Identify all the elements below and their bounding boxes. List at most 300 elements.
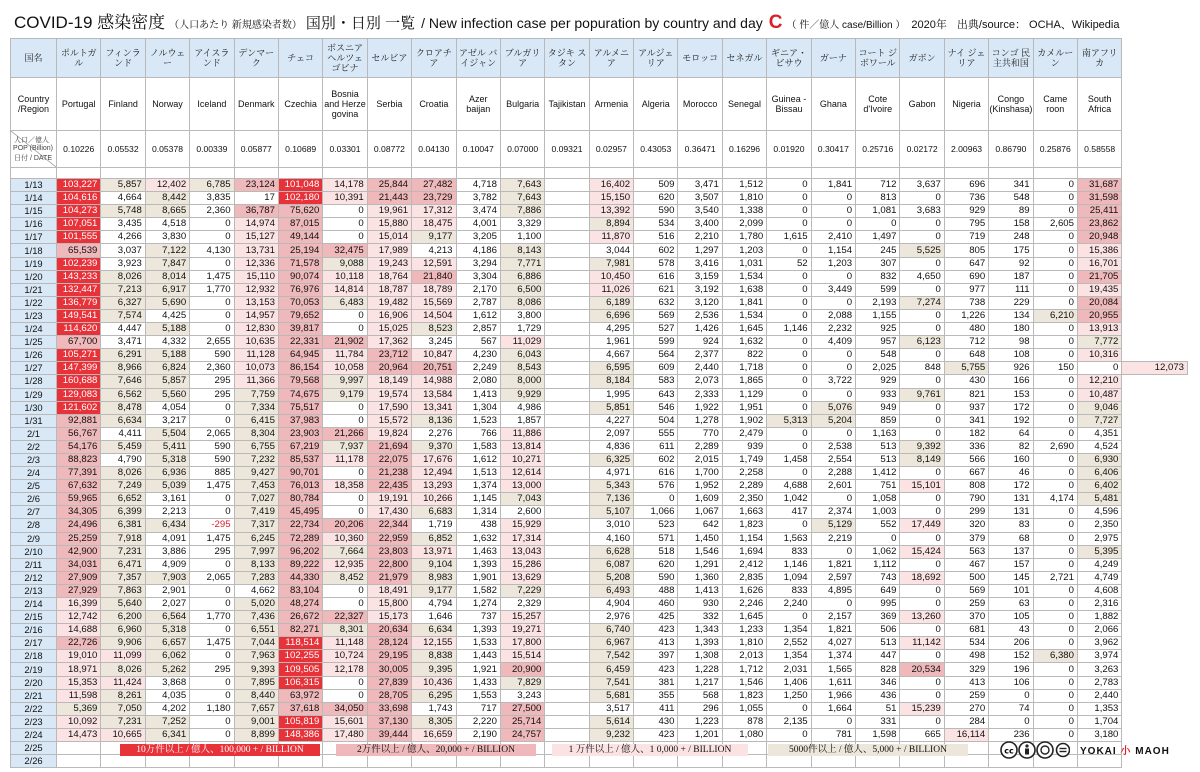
value-cell: 0 [190, 676, 234, 689]
value-cell: 86,154 [278, 362, 322, 375]
table-row [11, 401, 1188, 414]
value-cell: 0 [323, 689, 367, 702]
country-name-en: Serbia [367, 78, 411, 131]
value-cell: 929 [944, 205, 988, 218]
value-cell: 6,325 [589, 453, 633, 466]
value-cell: 7,334 [234, 401, 278, 414]
value-cell: 8,440 [234, 689, 278, 702]
value-cell: 3,722 [811, 375, 855, 388]
value-cell [545, 323, 589, 336]
value-cell: 616 [634, 467, 678, 480]
value-cell: 17,430 [367, 506, 411, 519]
country-name-en: Portugal [57, 78, 101, 131]
row-date: 2/16 [11, 624, 57, 637]
value-cell: 1,203 [811, 257, 855, 270]
value-cell: 564 [634, 349, 678, 362]
value-cell: 74 [989, 702, 1033, 715]
value-cell: 0 [1033, 270, 1077, 283]
value-cell: 2,597 [811, 571, 855, 584]
value-cell: 3,245 [412, 336, 456, 349]
value-cell: 8,983 [412, 571, 456, 584]
value-cell: 104,616 [57, 192, 101, 205]
value-cell: 0 [767, 349, 811, 362]
value-cell: 13,392 [589, 205, 633, 218]
value-cell: 1,100 [500, 231, 544, 244]
value-cell: 0 [1033, 611, 1077, 624]
value-cell: 6,824 [145, 362, 189, 375]
value-cell: 1,612 [456, 309, 500, 322]
value-cell: 19,824 [367, 427, 411, 440]
value-cell: 1,534 [722, 309, 766, 322]
value-cell: 6,245 [234, 532, 278, 545]
value-cell: 25,844 [367, 179, 411, 192]
table-row [11, 192, 1188, 205]
value-cell: 0 [811, 296, 855, 309]
value-cell: 1,112 [856, 558, 900, 571]
value-cell [57, 742, 101, 755]
value-cell: 17,676 [412, 453, 456, 466]
value-cell: 296 [678, 702, 722, 715]
value-cell: 1,966 [811, 689, 855, 702]
value-cell: 1,902 [722, 414, 766, 427]
value-cell: 4,266 [101, 231, 145, 244]
value-cell: 8,133 [234, 558, 278, 571]
value-cell: 147,399 [57, 362, 101, 375]
value-cell: 15,257 [500, 611, 544, 624]
value-cell: 2,333 [678, 388, 722, 401]
value-cell: 1,338 [722, 205, 766, 218]
value-cell: 10,635 [234, 336, 278, 349]
value-cell: 5,039 [145, 480, 189, 493]
value-cell: 1,821 [811, 624, 855, 637]
value-cell: 3,294 [456, 257, 500, 270]
row-date: 1/28 [11, 375, 57, 388]
value-cell: 10,092 [57, 715, 101, 728]
value-cell: 270 [944, 702, 988, 715]
value-cell: 0 [767, 519, 811, 532]
value-cell: 12,591 [412, 257, 456, 270]
value-cell: 10,058 [323, 362, 367, 375]
value-cell: 2,440 [678, 362, 722, 375]
value-cell: 1,042 [767, 493, 811, 506]
value-cell: 6,634 [412, 624, 456, 637]
table-row [11, 637, 1188, 650]
value-cell: 7,727 [1077, 414, 1121, 427]
value-cell: 7,043 [500, 493, 544, 506]
value-cell: 21,979 [367, 571, 411, 584]
value-cell: 649 [856, 584, 900, 597]
value-cell: 12,494 [412, 467, 456, 480]
table-row [11, 427, 1188, 440]
value-cell [545, 467, 589, 480]
value-cell: 6,087 [589, 558, 633, 571]
value-cell: 1,155 [856, 309, 900, 322]
row-date: 2/20 [11, 676, 57, 689]
value-cell: 3,010 [589, 519, 633, 532]
value-cell: 4,895 [811, 584, 855, 597]
value-cell: 1,497 [856, 231, 900, 244]
value-cell: 132,447 [57, 283, 101, 296]
value-cell: 7,574 [101, 309, 145, 322]
value-cell [545, 755, 589, 768]
value-cell: 1,393 [456, 624, 500, 637]
value-cell: 11,178 [323, 453, 367, 466]
row-date: 1/17 [11, 231, 57, 244]
value-cell [234, 755, 278, 768]
value-cell: 1,780 [722, 231, 766, 244]
value-cell: 1,694 [722, 545, 766, 558]
value-cell: 22,726 [57, 637, 101, 650]
value-cell: 13,731 [234, 244, 278, 257]
value-cell: 0 [900, 323, 944, 336]
value-cell: 157 [989, 558, 1033, 571]
header-label-pop [11, 131, 57, 168]
value-cell: 1,704 [1077, 715, 1121, 728]
value-cell: 11,148 [323, 637, 367, 650]
value-cell: 107,051 [57, 218, 101, 231]
value-cell: 1,638 [722, 283, 766, 296]
value-cell: 2,538 [811, 440, 855, 453]
value-cell: 14,473 [57, 728, 101, 741]
value-cell: 33,698 [367, 702, 411, 715]
row-date: 1/22 [11, 296, 57, 309]
value-cell: 1,663 [722, 506, 766, 519]
value-cell: 16,402 [589, 179, 633, 192]
value-cell: 2,690 [1033, 440, 1077, 453]
value-cell: 1,626 [722, 584, 766, 597]
value-cell: 10,487 [1077, 388, 1121, 401]
country-name-en: Congo (Kinshasa) [989, 78, 1033, 131]
value-cell: 131 [989, 493, 1033, 506]
value-cell: 781 [811, 728, 855, 741]
table-row [11, 532, 1188, 545]
value-cell: 2,536 [678, 309, 722, 322]
value-cell: 23,729 [412, 192, 456, 205]
value-cell: 4,971 [589, 467, 633, 480]
value-cell: 23,712 [367, 349, 411, 362]
value-cell: 2,901 [145, 584, 189, 597]
value-cell: 7,829 [500, 676, 544, 689]
value-cell: 5,504 [145, 427, 189, 440]
value-cell: 39,817 [278, 323, 322, 336]
pop-label-b: POP (Billion) [13, 145, 53, 152]
value-cell: 822 [722, 349, 766, 362]
country-population: 0.07000 [500, 131, 544, 168]
value-cell: 12,178 [323, 663, 367, 676]
value-cell: 42,900 [57, 545, 101, 558]
value-cell: 1,615 [767, 231, 811, 244]
value-cell: 11,870 [589, 231, 633, 244]
value-cell: 48,274 [278, 598, 322, 611]
value-cell: 1,632 [722, 336, 766, 349]
value-cell: 182 [944, 427, 988, 440]
title-bar [0, 0, 1200, 34]
table-row [11, 480, 1188, 493]
value-cell: 6,562 [101, 388, 145, 401]
value-cell: 7,232 [234, 453, 278, 466]
value-cell: 15,800 [367, 598, 411, 611]
value-cell: 0 [1033, 296, 1077, 309]
value-cell: 13,153 [234, 296, 278, 309]
value-cell: 6,852 [412, 532, 456, 545]
value-cell: 0 [323, 323, 367, 336]
value-cell: 1,475 [190, 270, 234, 283]
value-cell: 15,150 [589, 192, 633, 205]
value-cell: 1,003 [856, 506, 900, 519]
value-cell: 295 [190, 545, 234, 558]
value-cell: 620 [634, 558, 678, 571]
value-cell: 16,114 [944, 728, 988, 741]
value-cell: 82,271 [278, 624, 322, 637]
table-row [11, 375, 1188, 388]
value-cell: 6,043 [500, 349, 544, 362]
country-name-jp: カメルーン [1033, 39, 1077, 78]
value-cell: 3,192 [678, 283, 722, 296]
value-cell: 43 [989, 624, 1033, 637]
value-cell: 21,840 [412, 270, 456, 283]
value-cell: 929 [856, 375, 900, 388]
value-cell: 11,784 [323, 349, 367, 362]
value-cell: 11,029 [500, 336, 544, 349]
value-cell: 3,416 [678, 257, 722, 270]
value-cell: 16,701 [1077, 257, 1121, 270]
country-population: 0.02957 [589, 131, 633, 168]
value-cell: 0 [1033, 728, 1077, 741]
value-cell: 26,672 [278, 611, 322, 624]
value-cell [500, 755, 544, 768]
value-cell: 67,219 [278, 440, 322, 453]
value-cell: 370 [944, 611, 988, 624]
value-cell: 719 [944, 231, 988, 244]
value-cell: 513 [856, 453, 900, 466]
value-cell: 0 [811, 270, 855, 283]
value-cell: 22,734 [278, 519, 322, 532]
table-row [11, 440, 1188, 453]
value-cell: 0 [767, 296, 811, 309]
value-cell: 0 [1033, 624, 1077, 637]
row-date: 2/17 [11, 637, 57, 650]
table-row [11, 218, 1188, 231]
value-cell: 4,054 [145, 401, 189, 414]
value-cell: 0 [767, 440, 811, 453]
country-name-en: Norway [145, 78, 189, 131]
value-cell: 331 [856, 715, 900, 728]
value-cell: 1,201 [678, 728, 722, 741]
value-cell: 4,174 [1033, 493, 1077, 506]
value-cell: 160 [989, 453, 1033, 466]
value-cell: 0 [900, 192, 944, 205]
value-cell: 6,886 [500, 270, 544, 283]
value-cell: 8,966 [101, 362, 145, 375]
value-cell: 751 [856, 480, 900, 493]
value-cell: 92 [989, 257, 1033, 270]
value-cell: 4,664 [101, 192, 145, 205]
value-cell: 0 [767, 283, 811, 296]
value-cell: 22,959 [367, 532, 411, 545]
svg-text:cc: cc [1004, 746, 1014, 756]
value-cell: 13,629 [500, 571, 544, 584]
value-cell: 0 [190, 689, 234, 702]
value-cell: 341 [989, 179, 1033, 192]
value-cell: 5,262 [145, 663, 189, 676]
value-cell: 15,173 [367, 611, 411, 624]
value-cell: 609 [634, 362, 678, 375]
value-cell: 3,517 [589, 702, 633, 715]
value-cell: 30,005 [367, 663, 411, 676]
header-row-en [11, 78, 1188, 131]
value-cell: 632 [634, 296, 678, 309]
value-cell: 690 [944, 270, 988, 283]
value-cell: 3,886 [145, 545, 189, 558]
value-cell: 21,443 [367, 192, 411, 205]
value-cell: 20,900 [500, 663, 544, 676]
value-cell: 109,505 [278, 663, 322, 676]
value-cell: 1,066 [634, 506, 678, 519]
value-cell: 0 [767, 702, 811, 715]
value-cell: 527 [634, 323, 678, 336]
value-cell: 1,646 [412, 611, 456, 624]
value-cell: 45,495 [278, 506, 322, 519]
value-cell: 2,213 [145, 506, 189, 519]
value-cell [545, 532, 589, 545]
value-cell: 83 [989, 519, 1033, 532]
value-cell: 0 [900, 467, 944, 480]
value-cell: 1,055 [722, 702, 766, 715]
value-cell: 148,386 [278, 728, 322, 741]
value-cell: 7,249 [101, 480, 145, 493]
row-date: 1/25 [11, 336, 57, 349]
country-name-en: Azer baijan [456, 78, 500, 131]
value-cell: 103,227 [57, 179, 101, 192]
value-cell: 1,995 [589, 388, 633, 401]
value-cell: 56,767 [57, 427, 101, 440]
value-cell: 8,026 [101, 467, 145, 480]
value-cell: 18,789 [412, 283, 456, 296]
value-cell [545, 244, 589, 257]
value-cell: 0 [900, 506, 944, 519]
table-row [11, 309, 1188, 322]
value-cell: 8,136 [412, 414, 456, 427]
title-unit: （ 件／億人 case/Billion ） [786, 20, 906, 31]
value-cell: 3,800 [500, 309, 544, 322]
value-cell: 1,821 [811, 558, 855, 571]
value-cell: 1,645 [722, 611, 766, 624]
value-cell: 7,918 [101, 532, 145, 545]
value-cell: 0 [190, 401, 234, 414]
value-cell: 602 [634, 453, 678, 466]
table-row [11, 598, 1188, 611]
value-cell: 2,976 [589, 611, 633, 624]
value-cell: 0 [1033, 388, 1077, 401]
value-cell: 8,665 [145, 205, 189, 218]
value-cell: 770 [678, 427, 722, 440]
value-cell: 89 [989, 205, 1033, 218]
value-cell: 37,618 [278, 702, 322, 715]
value-cell: 411 [634, 702, 678, 715]
value-cell: 552 [856, 519, 900, 532]
value-cell: 6,595 [589, 362, 633, 375]
value-cell: 5,614 [589, 715, 633, 728]
value-cell: 6,657 [145, 637, 189, 650]
value-cell: 27,500 [500, 702, 544, 715]
value-cell: 15,101 [900, 480, 944, 493]
value-cell: 2,015 [678, 453, 722, 466]
value-cell: 569 [634, 309, 678, 322]
table-row [11, 624, 1188, 637]
value-cell: 0 [1033, 323, 1077, 336]
value-cell: 145 [989, 571, 1033, 584]
value-cell: 0 [190, 584, 234, 597]
value-cell: 5,129 [811, 519, 855, 532]
value-cell: 766 [456, 427, 500, 440]
value-cell: 0 [811, 427, 855, 440]
value-cell: 15,025 [367, 323, 411, 336]
value-cell [545, 558, 589, 571]
value-cell: 0 [900, 598, 944, 611]
value-cell: 88,823 [57, 453, 101, 466]
value-cell: 180 [989, 323, 1033, 336]
value-cell: 4,409 [811, 336, 855, 349]
value-cell: 14,957 [234, 309, 278, 322]
row-date: 1/27 [11, 362, 57, 375]
value-cell: 1,729 [500, 323, 544, 336]
value-cell: 17,590 [367, 401, 411, 414]
value-cell [545, 401, 589, 414]
value-cell: 13,341 [412, 401, 456, 414]
value-cell: 295 [190, 663, 234, 676]
value-cell: 0 [900, 676, 944, 689]
value-cell: 0 [1033, 401, 1077, 414]
value-cell: 85,537 [278, 453, 322, 466]
value-cell: 2,975 [1077, 532, 1121, 545]
value-cell [722, 755, 766, 768]
value-cell: 0 [811, 388, 855, 401]
value-cell: 0 [989, 689, 1033, 702]
value-cell: 5,560 [145, 388, 189, 401]
value-cell: 5,076 [811, 401, 855, 414]
value-cell [323, 755, 367, 768]
row-date: 2/14 [11, 598, 57, 611]
value-cell: 0 [190, 506, 234, 519]
value-cell: 68 [989, 532, 1033, 545]
value-cell: 6,062 [145, 650, 189, 663]
title-jp: 国別・日別 一覧 [305, 15, 416, 32]
value-cell: 27,482 [412, 179, 456, 192]
value-cell: 341 [944, 414, 988, 427]
value-cell: 72,289 [278, 532, 322, 545]
value-cell: 1,823 [722, 519, 766, 532]
value-cell: 566 [944, 453, 988, 466]
value-cell: -295 [190, 519, 234, 532]
country-name-en: Finland [101, 78, 145, 131]
value-cell: 336 [944, 440, 988, 453]
value-cell: 516 [634, 231, 678, 244]
value-cell: 436 [856, 689, 900, 702]
value-cell: 9,370 [412, 440, 456, 453]
value-cell: 11,099 [101, 650, 145, 663]
value-cell: 5,188 [145, 349, 189, 362]
value-cell: 7,657 [234, 702, 278, 715]
value-cell: 137 [989, 545, 1033, 558]
value-cell: 2,374 [811, 506, 855, 519]
value-cell: 20,955 [1077, 309, 1121, 322]
value-cell: 0 [767, 401, 811, 414]
value-cell: 6,295 [412, 689, 456, 702]
value-cell: 0 [767, 205, 811, 218]
value-cell: 10,450 [589, 270, 633, 283]
value-cell: 4,351 [1077, 427, 1121, 440]
value-cell: 6,123 [900, 336, 944, 349]
